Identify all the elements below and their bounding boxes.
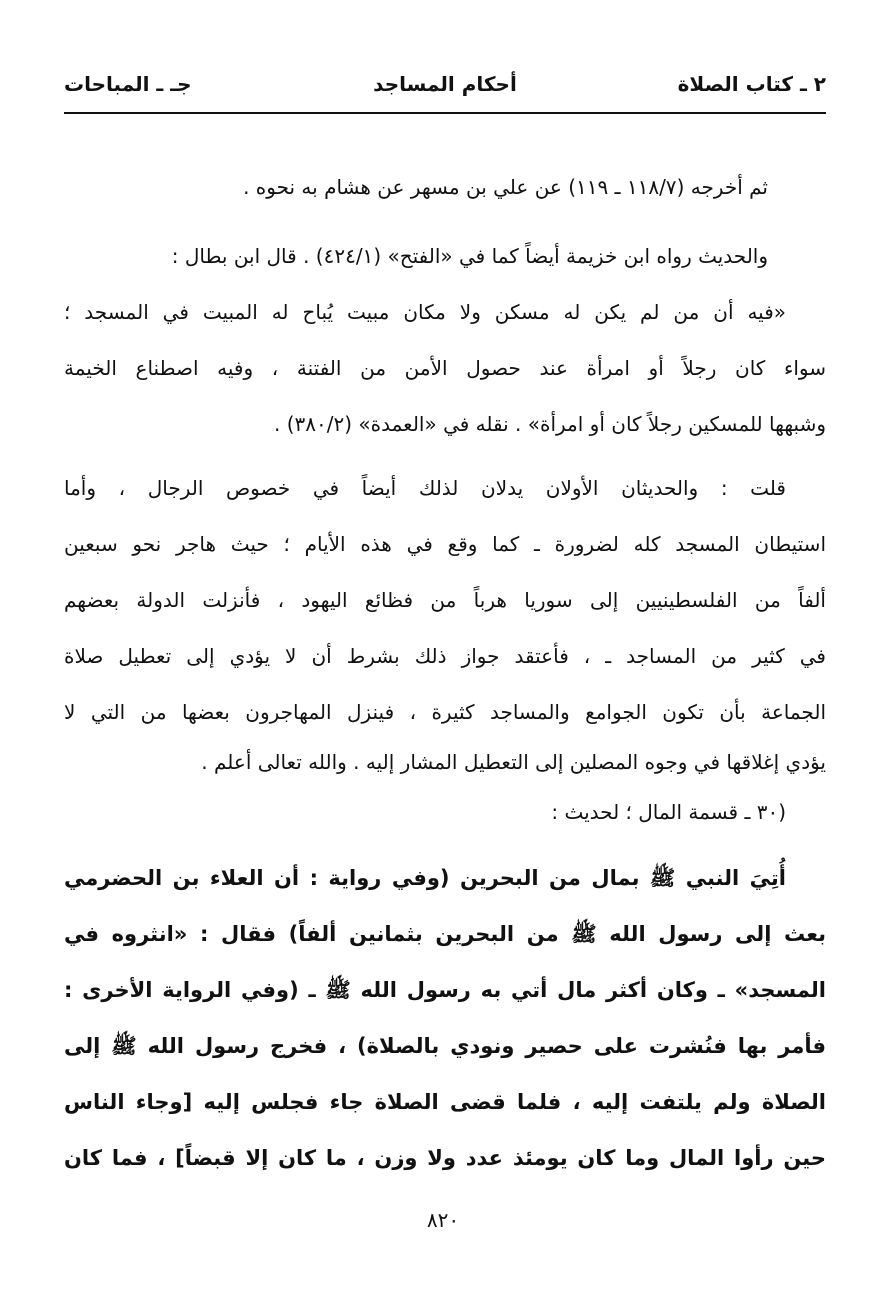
page-number: ٨٢٠ — [426, 1208, 460, 1232]
hadith-line: الصلاة ولم يلتفت إليه ، فلما قضى الصلاة جاء فجلس إليه [وجاء الناس — [64, 1090, 826, 1114]
hadith-line: أُتِيَ النبي ﷺ بمال من البحرين (وفي رواية : أن العلاء بن الحضرمي — [64, 866, 786, 890]
hadith-line: بعث إلى رسول الله ﷺ من البحرين بثمانين ألفاً) فقال : «انثروه في — [64, 922, 826, 946]
hadith-line: فأمر بها فنُشرت على حصير ونودي بالصلاة) ، فخرج رسول الله ﷺ إلى — [64, 1034, 826, 1058]
running-header — [64, 68, 826, 114]
text-line: قلت : والحديثان الأولان يدلان لذلك أيضاً في خصوص الرجال ، وأما — [64, 476, 786, 500]
hadith-line: المسجد» ـ وكان أكثر مال أتي به رسول الله ﷺ ـ (وفي الرواية الأخرى : — [64, 978, 826, 1002]
header-section: جـ ـ المباحات — [64, 72, 192, 96]
text-line: «فيه أن من لم يكن له مسكن ولا مكان مبيت يُباح له المبيت في المسجد ؛ — [64, 300, 786, 324]
header-divider — [64, 112, 826, 114]
text-line: الجماعة بأن تكون الجوامع والمساجد كثيرة ، فينزل المهاجرون بعضها من التي لا — [64, 700, 826, 724]
text-line: يؤدي إغلاقها في وجوه المصلين إلى التعطيل المشار إليه . والله تعالى أعلم . — [201, 750, 826, 774]
text-line: في كثير من المساجد ـ ، فأعتقد جواز ذلك بشرط أن لا يؤدي إلى تعطيل صلاة — [64, 644, 826, 668]
text-line: استيطان المسجد كله لضرورة ـ كما وقع في هذه الأيام ؛ حيث هاجر نحو سبعين — [64, 532, 826, 556]
hadith-line: حين رأوا المال وما كان يومئذ عدد ولا وزن ، ما كان إلا قبضاً] ، فما كان — [64, 1146, 826, 1170]
header-chapter: ٢ ـ كتاب الصلاة — [677, 72, 826, 96]
text-line: ثم أخرجه (١١٨/٧ ـ ١١٩) عن علي بن مسهر عن هشام به نحوه . — [243, 175, 768, 199]
section-heading: (٣٠ ـ قسمة المال ؛ لحديث : — [551, 800, 786, 824]
text-line: وشبهها للمسكين رجلاً كان أو امرأة» . نقله في «العمدة» (٣٨٠/٢) . — [273, 412, 826, 436]
text-line: ألفاً من الفلسطينيين إلى سوريا هرباً من فظائع اليهود ، فأنزلت الدولة بعضهم — [64, 588, 826, 612]
text-line: والحديث رواه ابن خزيمة أيضاً كما في «الفتح» (٤٢٤/١) . قال ابن بطال : — [171, 244, 768, 268]
text-line: سواء كان رجلاً أو امرأة عند حصول الأمن من الفتنة ، وفيه اصطناع الخيمة — [64, 356, 826, 380]
header-title: أحكام المساجد — [373, 72, 517, 96]
